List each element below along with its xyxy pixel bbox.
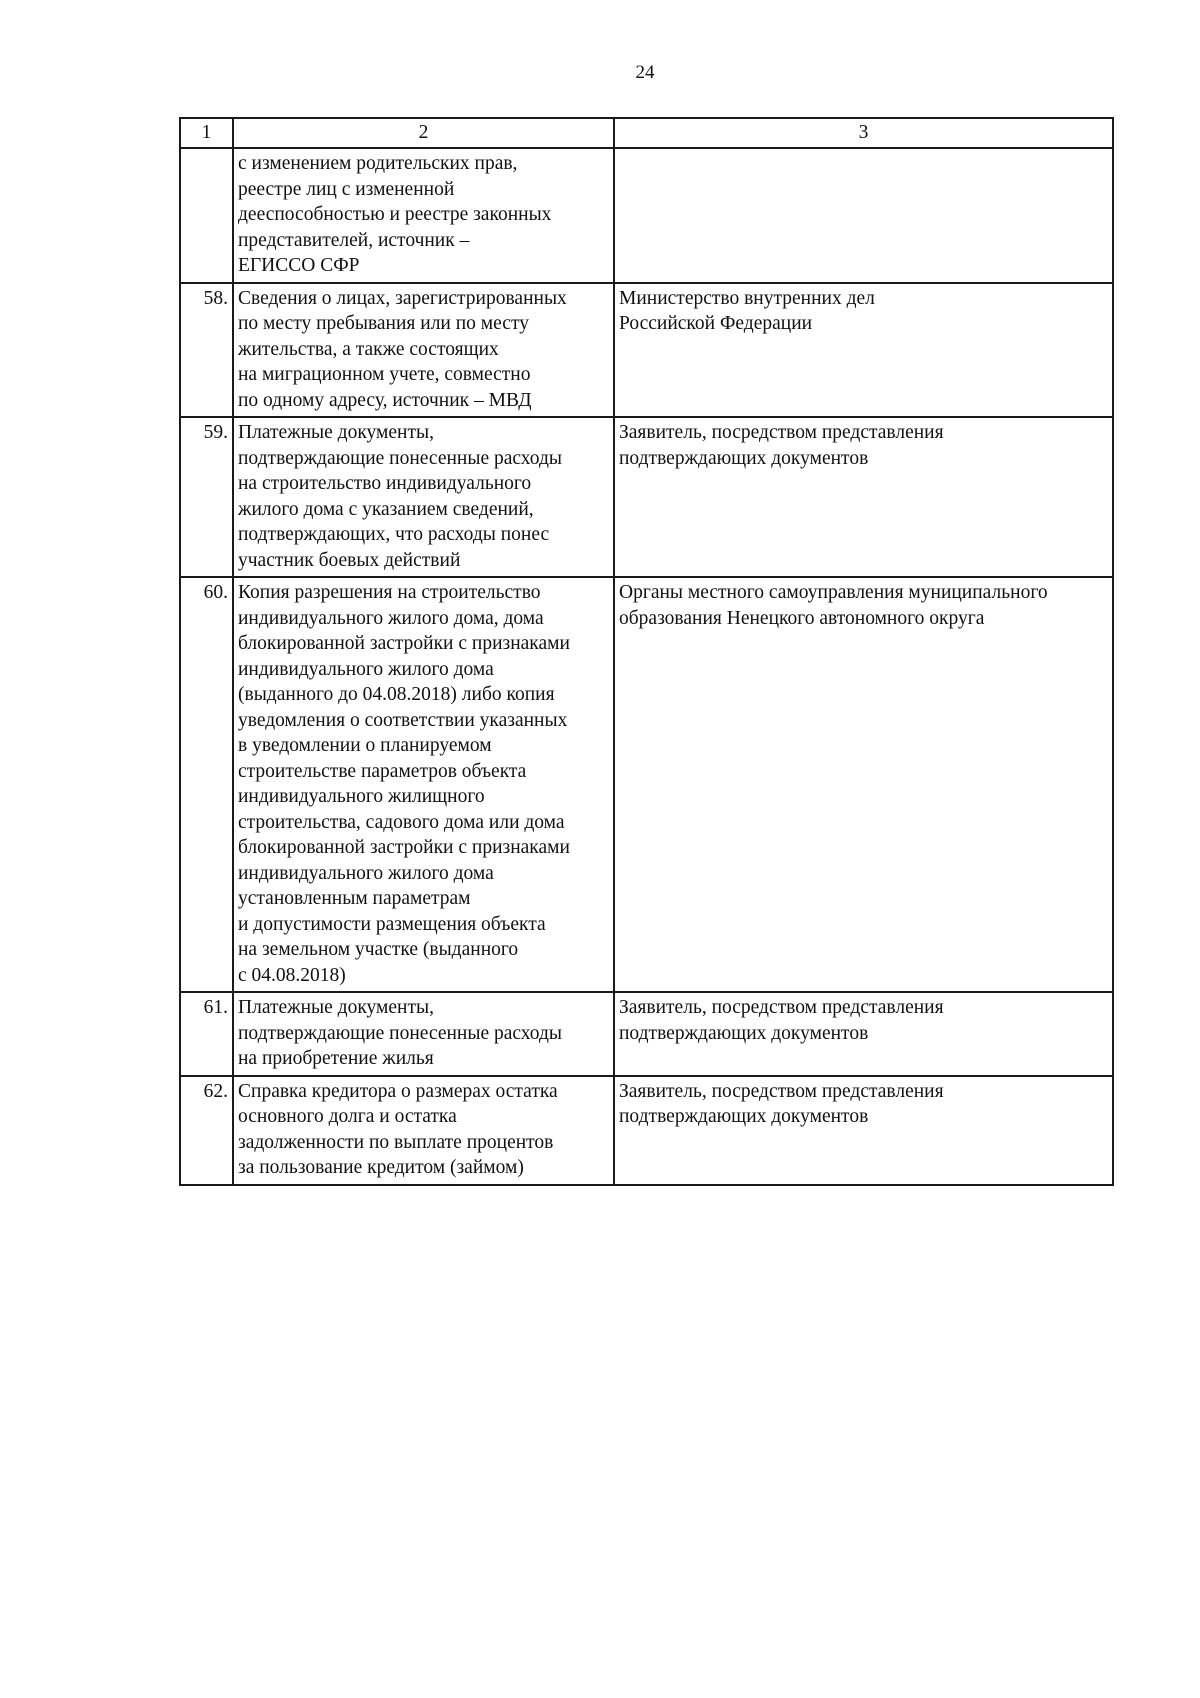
source-cell: Органы местного самоуправления муниципального образования Ненецкого автономного округа (614, 577, 1113, 992)
table-row (180, 577, 1113, 992)
row-number: 62. (180, 1076, 233, 1185)
column-header-document: 2 (233, 118, 614, 148)
column-header-source: 3 (614, 118, 1113, 148)
row-number (180, 148, 233, 283)
source-cell: Заявитель, посредством представления подтверждающих документов (614, 1076, 1113, 1185)
row-number: 59. (180, 417, 233, 577)
source-cell: Заявитель, посредством представления подтверждающих документов (614, 992, 1113, 1076)
document-cell: Платежные документы, подтверждающие понесенные расходы на строительство индивидуального жилого дома с указанием сведений, подтверждающих, что расходы понес участник боевых действий (233, 417, 614, 577)
table-body (180, 148, 1113, 1185)
document-cell: Сведения о лицах, зарегистрированных по месту пребывания или по месту жительства, а также состоящих на миграционном учете, совместно по одному адресу, источник – МВД (233, 283, 614, 418)
column-header-number: 1 (180, 118, 233, 148)
table-row (180, 417, 1113, 577)
table-header (180, 118, 1113, 148)
source-cell (614, 148, 1113, 283)
table-row (180, 148, 1113, 283)
source-cell: Заявитель, посредством представления подтверждающих документов (614, 417, 1113, 577)
table-row (180, 1076, 1113, 1185)
row-number: 61. (180, 992, 233, 1076)
table-row (180, 992, 1113, 1076)
document-cell: Справка кредитора о размерах остатка основного долга и остатка задолженности по выплате процентов за пользование кредитом (займом) (233, 1076, 614, 1185)
document-cell: Копия разрешения на строительство индивидуального жилого дома, дома блокированной застройки с признаками индивидуального жилого дома (выданного до 04.08.2018) либо копия уведомления о соответствии указанных в уведомлении о планируемом строительстве параметров объекта индивидуального жилищного строительства, садового дома или дома блокированной застройки с признаками индивидуального жилого дома установленным параметрам и допустимости размещения объекта на земельном участке (выданного с 04.08.2018) (233, 577, 614, 992)
header-row (180, 118, 1113, 148)
row-number: 58. (180, 283, 233, 418)
row-number: 60. (180, 577, 233, 992)
document-cell: с изменением родительских прав, реестре лиц с измененной дееспособностью и реестре законных представителей, источник – ЕГИССО СФР (233, 148, 614, 283)
page-number: 24 (635, 62, 655, 83)
source-cell: Министерство внутренних дел Российской Федерации (614, 283, 1113, 418)
document-cell: Платежные документы, подтверждающие понесенные расходы на приобретение жилья (233, 992, 614, 1076)
table-row (180, 283, 1113, 418)
document-table (179, 117, 1114, 1186)
